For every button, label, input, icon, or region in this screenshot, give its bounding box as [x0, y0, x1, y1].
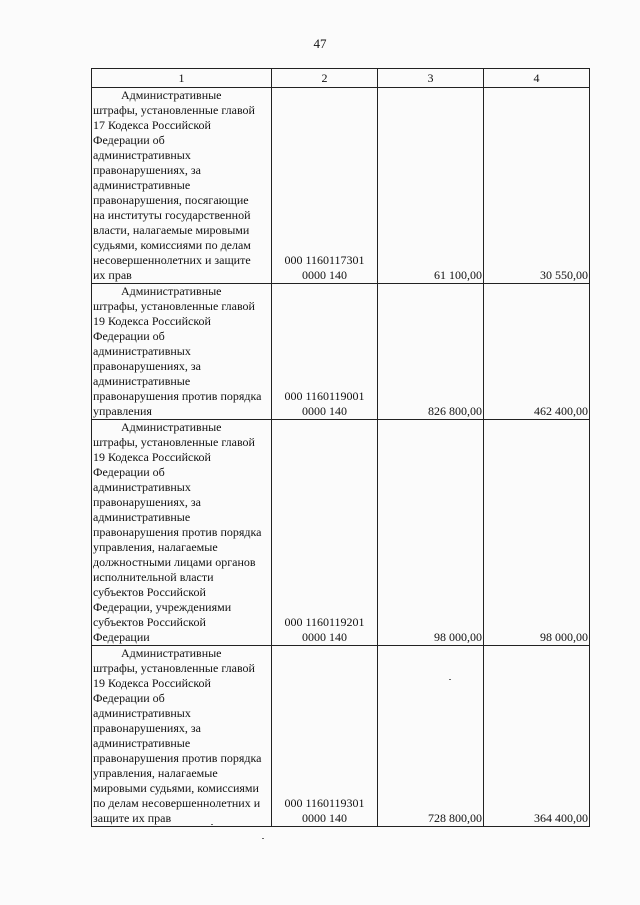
description-line: Федерации, учреждениями [93, 600, 232, 614]
budget-classification-code [272, 284, 378, 420]
code-line: 0000 140 [302, 268, 347, 282]
table-row [92, 284, 590, 420]
amount-column-4: 30 550,00 [484, 88, 590, 284]
description-line: административных [93, 148, 191, 162]
revenue-description [92, 284, 272, 420]
column-number-header: 1 [92, 69, 272, 88]
description-line: правонарушениях, за [93, 359, 201, 373]
table-row [92, 420, 590, 646]
description-line: правонарушения против порядка [93, 525, 262, 539]
description-line: правонарушения против порядка [93, 751, 262, 765]
description-line: штрафы, установленные главой [93, 435, 255, 449]
revenue-description [92, 420, 272, 646]
description-line: Федерации об [93, 329, 165, 343]
code-line: 0000 140 [302, 404, 347, 418]
table-row [92, 88, 590, 284]
amount-column-4: 364 400,00 [484, 646, 590, 827]
amount-column-3: 98 000,00 [378, 420, 484, 646]
scan-speck [262, 838, 264, 839]
description-line: административные [93, 374, 191, 388]
column-number-header: 4 [484, 69, 590, 88]
description-line: 19 Кодекса Российской [93, 450, 211, 464]
description-line: исполнительной власти [93, 570, 214, 584]
description-line: мировыми судьями, комиссиями [93, 781, 259, 795]
description-line: административных [93, 706, 191, 720]
column-number-header: 2 [272, 69, 378, 88]
description-line: должностными лицами органов [93, 555, 256, 569]
description-line: управления, налагаемые [93, 766, 218, 780]
description-line: административные [93, 736, 191, 750]
description-line: штрафы, установленные главой [93, 103, 255, 117]
description-line: 19 Кодекса Российской [93, 314, 211, 328]
description-line: административные [93, 510, 191, 524]
description-line: административных [93, 480, 191, 494]
column-number-header: 3 [378, 69, 484, 88]
description-line: управления [93, 404, 152, 418]
description-line: Федерации об [93, 691, 165, 705]
description-line: Административные [121, 420, 222, 434]
budget-classification-code [272, 88, 378, 284]
description-line: власти, налагаемые мировыми [93, 223, 250, 237]
page-number: 47 [313, 36, 327, 51]
description-line: несовершеннолетних и защите [93, 253, 251, 267]
description-line: штрафы, установленные главой [93, 299, 255, 313]
table-row [92, 646, 590, 827]
budget-classification-code [272, 420, 378, 646]
description-line: по делам несовершеннолетних и [93, 796, 261, 810]
description-line: Административные [121, 88, 222, 102]
code-line: 000 1160119301 [284, 796, 365, 810]
description-line: административные [93, 178, 191, 192]
code-line: 000 1160117301 [284, 253, 365, 267]
amount-column-3: 728 800,00 [378, 646, 484, 827]
description-line: правонарушения против порядка [93, 389, 262, 403]
description-line: судьями, комиссиями по делам [93, 238, 251, 252]
description-line: Административные [121, 646, 222, 660]
budget-revenue-table [91, 68, 590, 827]
scan-speck [211, 824, 213, 825]
budget-classification-code [272, 646, 378, 827]
description-line: 17 Кодекса Российской [93, 118, 211, 132]
amount-column-3: 826 800,00 [378, 284, 484, 420]
description-line: правонарушениях, за [93, 163, 201, 177]
description-line: защите их прав [93, 811, 172, 825]
code-line: 000 1160119001 [284, 389, 365, 403]
amount-column-4: 98 000,00 [484, 420, 590, 646]
description-line: правонарушениях, за [93, 495, 201, 509]
description-line: правонарушениях, за [93, 721, 201, 735]
description-line: субъектов Российской [93, 615, 206, 629]
code-line: 000 1160119201 [284, 615, 365, 629]
revenue-description [92, 646, 272, 827]
description-line: Федерации [93, 630, 150, 644]
description-line: на институты государственной [93, 208, 251, 222]
description-line: административных [93, 344, 191, 358]
revenue-description [92, 88, 272, 284]
description-line: субъектов Российской [93, 585, 206, 599]
description-line: штрафы, установленные главой [93, 661, 255, 675]
description-line: Федерации об [93, 465, 165, 479]
column-number-row [92, 69, 590, 88]
code-line: 0000 140 [302, 630, 347, 644]
description-line: Федерации об [93, 133, 165, 147]
amount-column-3: 61 100,00 [378, 88, 484, 284]
description-line: управления, налагаемые [93, 540, 218, 554]
description-line: их прав [93, 268, 132, 282]
description-line: Административные [121, 284, 222, 298]
description-line: правонарушения, посягающие [93, 193, 249, 207]
amount-column-4: 462 400,00 [484, 284, 590, 420]
description-line: 19 Кодекса Российской [93, 676, 211, 690]
scan-speck [449, 679, 451, 680]
code-line: 0000 140 [302, 811, 347, 825]
